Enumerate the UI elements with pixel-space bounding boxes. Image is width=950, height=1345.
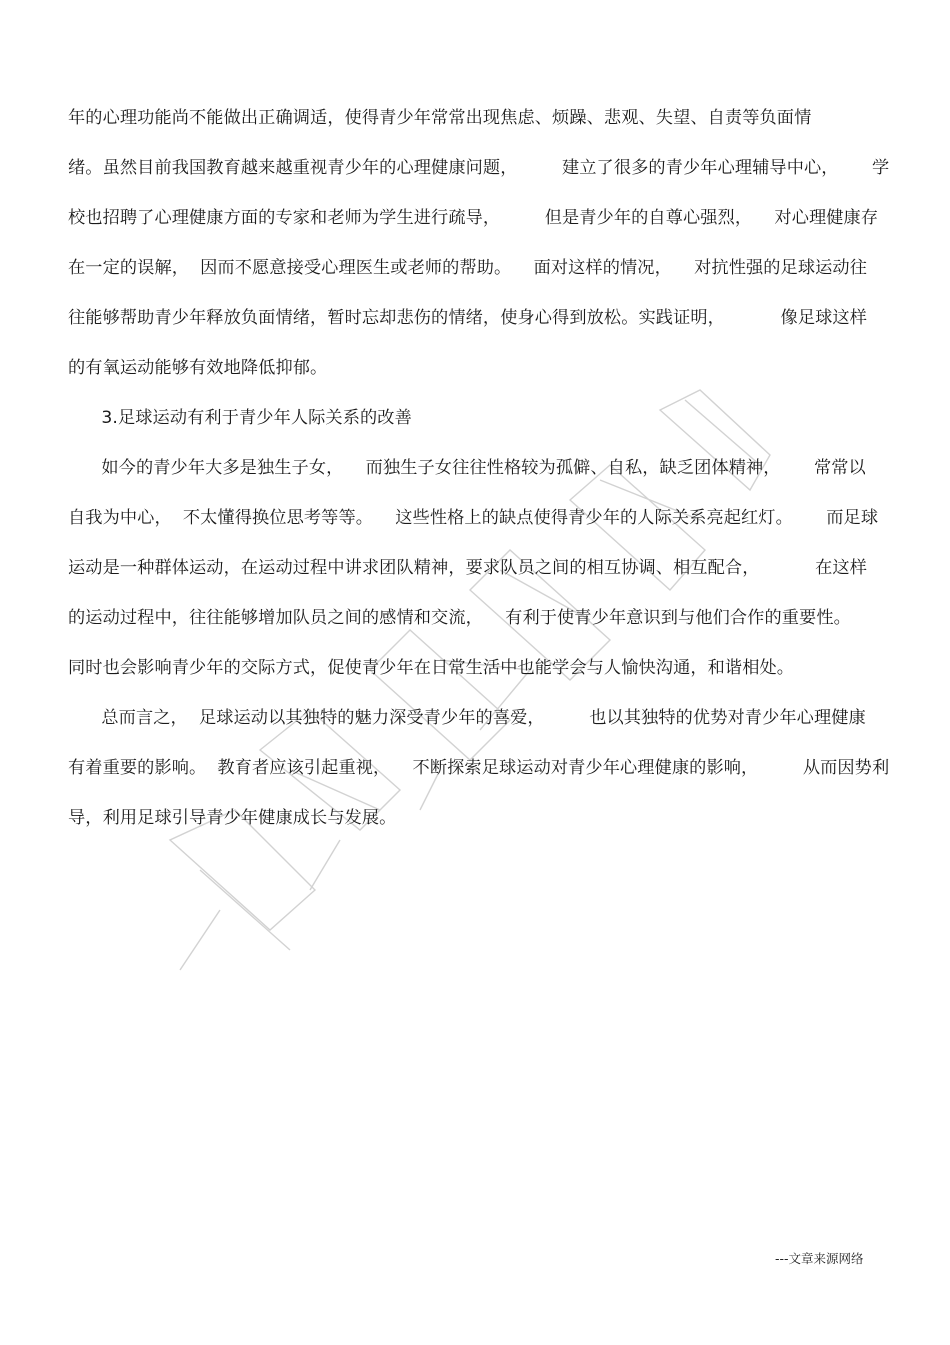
source-note: ---文章来源网络 (775, 1251, 864, 1266)
body-text-line: 年的心理功能尚不能做出正确调适，使得青少年常常出现焦虑、烦躁、悲观、失望、自责等负面情 (68, 108, 812, 128)
body-text-line: 校也招聘了心理健康方面的专家和老师为学生进行疏导， 但是青少年的自尊心强烈， 对心理健康存 (68, 208, 879, 228)
body-text-line: 在一定的误解， 因而不愿意接受心理医生或老师的帮助。 面对这样的情况， 对抗性强的足球运动往 (68, 258, 867, 278)
body-text-line: 导，利用足球引导青少年健康成长与发展。 (68, 808, 397, 828)
body-text-line: 如今的青少年大多是独生子女， 而独生子女往往性格较为孤僻、自私，缺乏团体精神， 常常以 (68, 458, 866, 478)
body-text-line: 同时也会影响青少年的交际方式，促使青少年在日常生活中也能学会与人愉快沟通，和谐相处。 (68, 658, 795, 678)
body-text-line: 有着重要的影响。 教育者应该引起重视， 不断探索足球运动对青少年心理健康的影响， 从而因势利 (68, 758, 890, 778)
section-heading: 3.足球运动有利于青少年人际关系的改善 (68, 408, 412, 428)
body-text-line: 的运动过程中，往往能够增加队员之间的感情和交流， 有利于使青少年意识到与他们合作的重要性。 (68, 608, 851, 628)
body-text-line: 总而言之， 足球运动以其独特的魅力深受青少年的喜爱， 也以其独特的优势对青少年心理健康 (68, 708, 866, 728)
body-text-line: 自我为中心， 不太懂得换位思考等等。 这些性格上的缺点使得青少年的人际关系亮起红灯。 而足球 (68, 508, 879, 528)
body-text-line: 往能够帮助青少年释放负面情绪，暂时忘却悲伤的情绪，使身心得到放松。实践证明， 像足球这样 (68, 308, 868, 328)
body-text-line: 运动是一种群体运动，在运动过程中讲求团队精神，要求队员之间的相互协调、相互配合， 在这样 (68, 558, 868, 578)
body-text-line: 的有氧运动能够有效地降低抑郁。 (68, 358, 328, 378)
body-text-line: 绪。虽然目前我国教育越来越重视青少年的心理健康问题， 建立了很多的青少年心理辅导中心， 学 (68, 158, 890, 178)
